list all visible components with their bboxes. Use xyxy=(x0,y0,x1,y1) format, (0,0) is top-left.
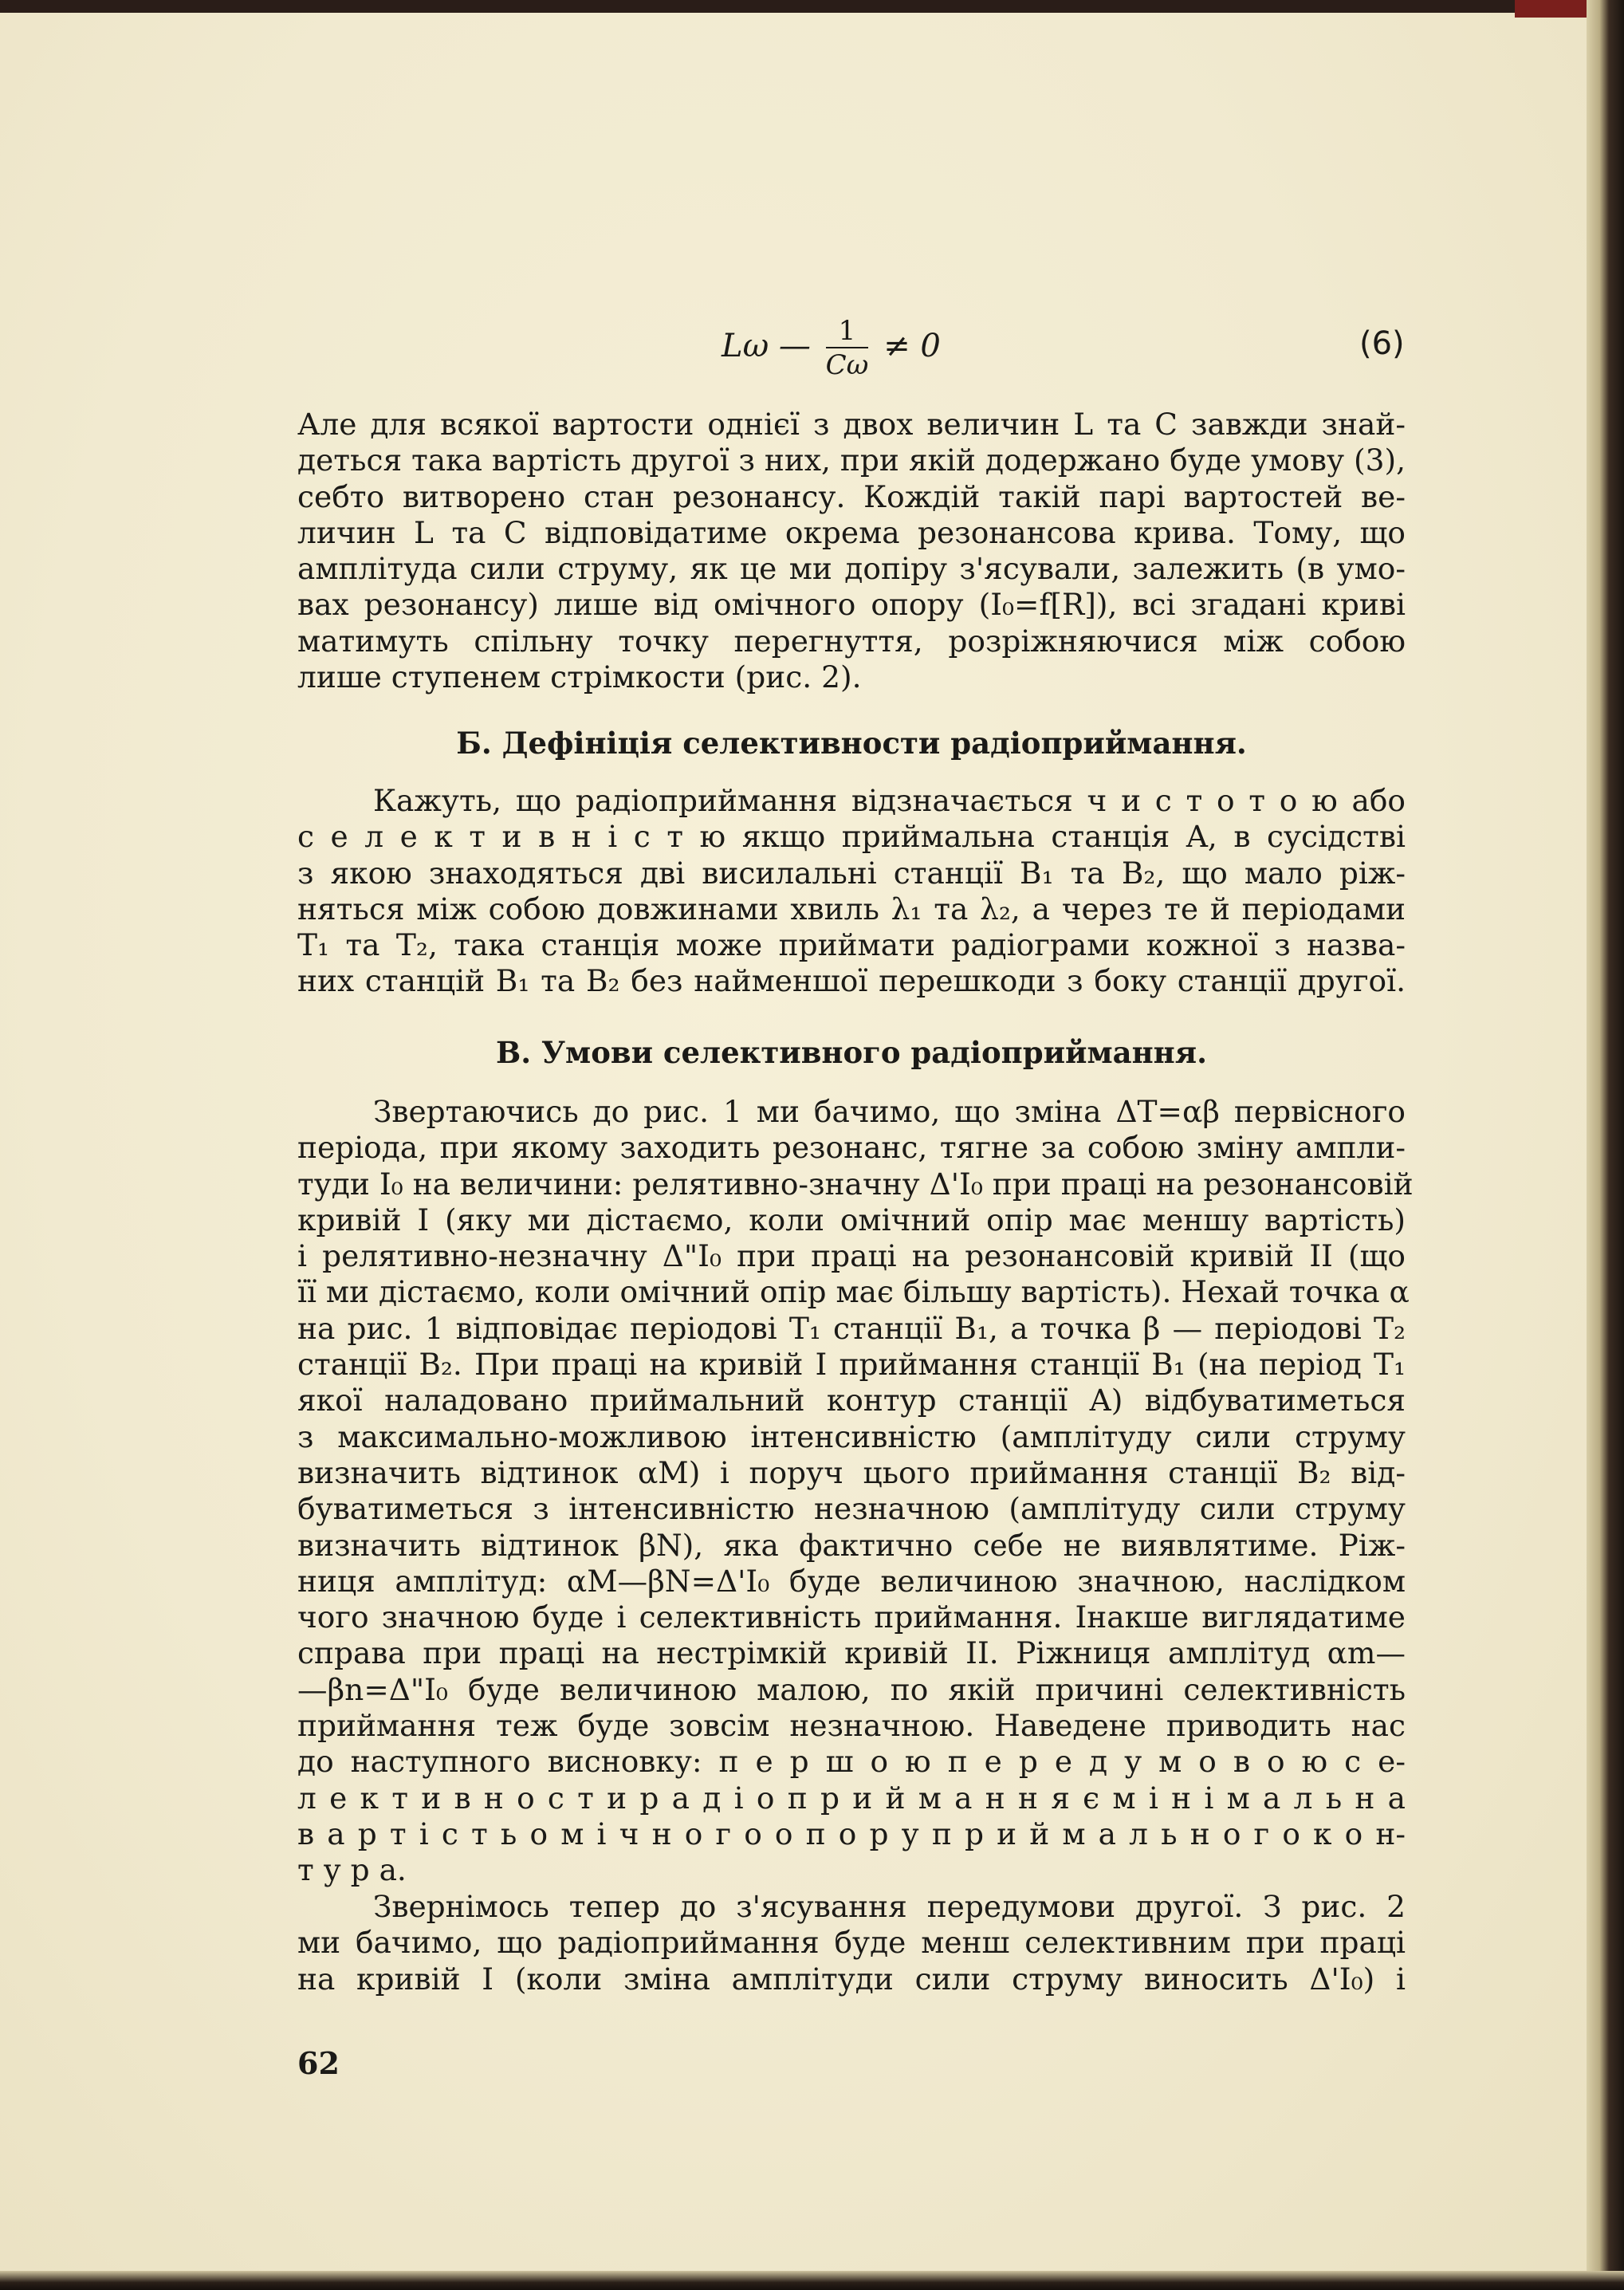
text-line: в а р т і с т ь о м і ч н о г о о п о р у п р и й м а л ь н о г о к о н- xyxy=(297,1816,1406,1851)
text-line: Звертаючись до рис. 1 ми бачимо, що зміна ΔT=αβ первісного xyxy=(373,1094,1406,1129)
text-line: до наступного висновку: п е р ш о ю п е р е д у м о в о ю с е- xyxy=(297,1744,1406,1780)
text-line: л е к т и в н о с т и р а д і о п р и й м а н н я є м і н і м а л ь н а xyxy=(297,1780,1406,1816)
text-line: з якою знаходяться дві висилальні станції B₁ та B₂, що мало ріж- xyxy=(297,855,1406,891)
text-line: Звернімось тепер до з'ясування передумови другої. З рис. 2 xyxy=(373,1889,1406,1924)
text-line: буватиметься з інтенсивністю незначною (амплітуду сили струму xyxy=(297,1491,1406,1527)
text-line: деться така вартість другої з них, при якій додержано буде умову (3), xyxy=(297,443,1406,478)
text-line: матимуть спільну точку перегнуття, розріжняючися між собою xyxy=(297,623,1406,659)
equation-relation: ≠ 0 xyxy=(883,328,941,364)
equation-fraction xyxy=(826,315,869,382)
text-line: ми бачимо, що радіоприймання буде менш селективним при праці xyxy=(297,1925,1406,1961)
text-line: з максимально-можливою інтенсивністю (амплітуду сили струму xyxy=(297,1418,1406,1454)
section-heading-v: В. Умови селективного радіоприймання. xyxy=(496,1035,1207,1070)
text-line: Кажуть, що радіоприймання відзначається ч и с т о т о ю або xyxy=(373,783,1406,818)
text-line: лише ступенем стрімкости (рис. 2). xyxy=(297,659,862,695)
scan-top-edge xyxy=(0,0,1624,13)
fraction-denominator: Cω xyxy=(825,349,869,381)
text-line: них станцій B₁ та B₂ без найменшої перешкоди з боку станції другої. xyxy=(297,963,1406,999)
text-line: на рис. 1 відповідає періодові T₁ станції B₁, а точка β — періодові T₂ xyxy=(297,1310,1406,1346)
text-line: і релятивно-незначну Δ"I₀ при праці на резонансовій кривій II (що xyxy=(297,1238,1406,1274)
scan-right-edge xyxy=(1587,0,1624,2290)
paragraph-3 xyxy=(297,1094,1414,1889)
page-number: 62 xyxy=(297,2045,340,2081)
text-line: амплітуда сили струму, як це ми допіру з'ясували, залежить (в умо- xyxy=(297,551,1406,587)
text-line: визначить відтинок βN), яка фактично себе не виявлятиме. Ріж- xyxy=(297,1527,1406,1563)
fraction-numerator: 1 xyxy=(826,315,869,348)
text-line: приймання теж буде зовсім незначною. Наведене приводить нас xyxy=(297,1708,1406,1744)
equation-number: (6) xyxy=(1359,325,1405,362)
text-line: Але для всякої вартости однієї з двох величин L та C завжди знай- xyxy=(297,407,1406,442)
text-line: якої наладовано приймальний контур станції A) відбуватиметься xyxy=(297,1383,1406,1418)
text-line: кривій I (яку ми дістаємо, коли омічний опір має меншу вартість) xyxy=(297,1202,1406,1237)
text-line: на кривій I (коли зміна амплітуди сили струму виносить Δ'I₀) і xyxy=(297,1961,1406,1997)
text-line: її ми дістаємо, коли омічний опір має більшу вартість). Нехай точка α xyxy=(297,1274,1410,1310)
equation-lhs: Lω — xyxy=(722,328,811,364)
text-line: с е л е к т и в н і с т ю якщо приймальна станція A, в сусідстві xyxy=(297,819,1406,855)
text-line: личин L та C відповідатиме окрема резонансова крива. Тому, що xyxy=(297,514,1406,550)
text-line: няться між собою довжинами хвиль λ₁ та λ₂, а через те й періодами xyxy=(297,891,1406,927)
text-line: чого значною буде і селективність приймання. Інакше виглядатиме xyxy=(297,1599,1406,1635)
text-line: справа при праці на нестрімкій кривій II. Ріжниця амплітуд αm— xyxy=(297,1635,1406,1671)
text-line: періода, при якому заходить резонанс, тягне за собою зміну ампли- xyxy=(297,1130,1406,1166)
text-line: вах резонансу) лише від омічного опору (I₀=f[R]), всі згадані криві xyxy=(297,587,1406,623)
section-heading-b: Б. Дефініція селективности радіоприймання. xyxy=(456,726,1247,761)
text-line: станції B₂. При праці на кривій I приймання станції B₁ (на період T₁ xyxy=(297,1347,1406,1383)
text-line: себто витворено стан резонансу. Кождій такій парі вартостей ве- xyxy=(297,478,1406,514)
paragraph-1 xyxy=(297,407,1406,695)
text-line: визначить відтинок αM) і поруч цього приймання станції B₂ від- xyxy=(297,1454,1406,1490)
paragraph-2 xyxy=(297,783,1406,1000)
equation-6 xyxy=(722,315,941,382)
paragraph-4 xyxy=(297,1889,1406,1997)
scan-bottom-edge xyxy=(0,2271,1624,2290)
text-line: т у р а. xyxy=(297,1852,407,1888)
text-line: T₁ та T₂, така станція може приймати радіограми кожної з назва- xyxy=(297,927,1406,963)
text-line: —βn=Δ"I₀ буде величиною малою, по якій причині селективність xyxy=(297,1671,1406,1707)
text-line: туди I₀ на величини: релятивно-значну Δ'I₀ при праці на резонансовій xyxy=(297,1166,1414,1202)
text-line: ниця амплітуд: αM—βN=Δ'I₀ буде величиною значною, наслідком xyxy=(297,1563,1406,1599)
